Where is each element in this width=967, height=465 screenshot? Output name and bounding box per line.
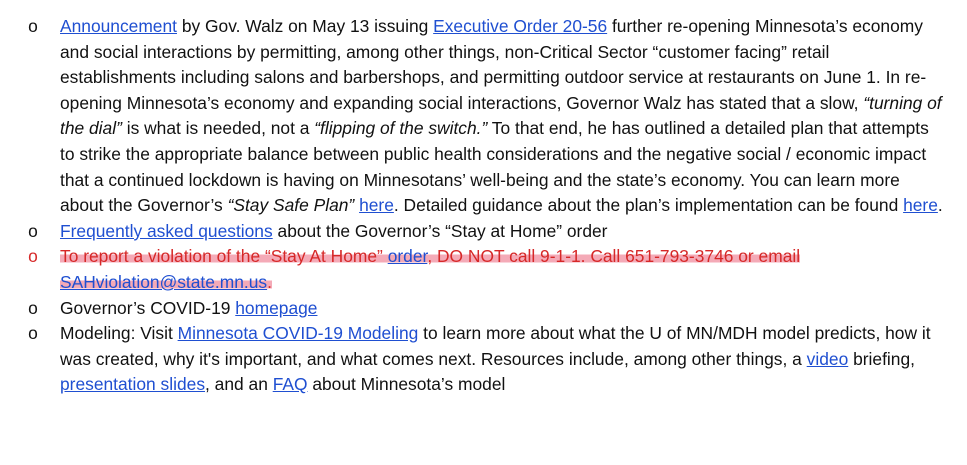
text: is what is needed, not a xyxy=(121,118,315,139)
quote-turning-dial: “turning of the dial” xyxy=(60,92,942,139)
text: , DO NOT call 9-1-1. Call 651-793-3746 or email xyxy=(427,246,801,267)
text: To that end, he has outlined a detailed plan that attempts to strike the appropriate balance between public health considerations and the negative social / economic impact that a continued lockdown is having on Minnesotans’ well-being and the state’s economy. You can learn more about the Governor’s xyxy=(60,118,929,216)
executive-order-link[interactable]: Executive Order 20-56 xyxy=(433,16,608,36)
faq-link[interactable]: Frequently asked questions xyxy=(60,220,273,241)
bullet-marker: o xyxy=(28,297,38,318)
bullet-marker: o xyxy=(28,323,38,344)
quote-stay-safe-plan: “Stay Safe Plan” xyxy=(227,195,355,216)
quote-flipping-switch: “flipping of the switch.” xyxy=(314,118,488,139)
violation-email-link[interactable]: SAHviolation@state.mn.us xyxy=(60,271,268,292)
text: Governor’s COVID-19 xyxy=(60,297,236,318)
guidance-here-link[interactable]: here xyxy=(903,195,938,216)
text: , and an xyxy=(205,374,273,395)
bullet-marker: o xyxy=(28,246,38,267)
highlighted-alert xyxy=(60,246,800,292)
bullet-list xyxy=(0,14,967,398)
list-item-modeling xyxy=(0,321,967,398)
text: to learn more about what the U of MN/MDH model predicts, how it was created, why it's important, and what comes next. Resources include, among other things, a xyxy=(60,323,931,369)
stay-safe-plan-here-link[interactable]: here xyxy=(359,195,394,216)
order-link[interactable]: order xyxy=(387,246,428,267)
text: by Gov. Walz on May 13 issuing xyxy=(177,16,434,36)
text: . Detailed guidance about the plan’s implementation can be found xyxy=(393,195,904,216)
text: Modeling: Visit xyxy=(60,323,178,344)
text: . xyxy=(267,271,272,292)
text: about Minnesota’s model xyxy=(307,374,506,395)
homepage-link[interactable]: homepage xyxy=(235,297,318,318)
text: . xyxy=(937,195,943,216)
text: further re-opening Minnesota’s economy and social interactions by permitting, among other things, non-Critical Sector “customer facing” retail establishments including salons and barbershops, and permitting outdoor service at restaurants on June 1. In re-opening Minnesota’s economy and expanding social interactions, Governor Walz has stated that a slow, xyxy=(60,16,927,113)
modeling-link[interactable]: Minnesota COVID-19 Modeling xyxy=(177,323,419,344)
text: about the Governor’s “Stay at Home” order xyxy=(272,220,608,241)
list-item-homepage xyxy=(0,296,967,322)
presentation-slides-link[interactable]: presentation slides xyxy=(60,374,206,395)
list-item-report-violation xyxy=(0,244,967,295)
bullet-marker: o xyxy=(28,220,38,241)
text: briefing, xyxy=(848,348,915,369)
bullet-marker: o xyxy=(28,16,38,36)
announcement-link[interactable]: Announcement xyxy=(60,16,177,36)
text: To report a violation of the “Stay At Home” xyxy=(60,246,388,267)
list-item-faq xyxy=(0,219,967,245)
video-link[interactable]: video xyxy=(806,348,849,369)
list-item-announcement xyxy=(0,14,967,219)
model-faq-link[interactable]: FAQ xyxy=(272,374,308,395)
